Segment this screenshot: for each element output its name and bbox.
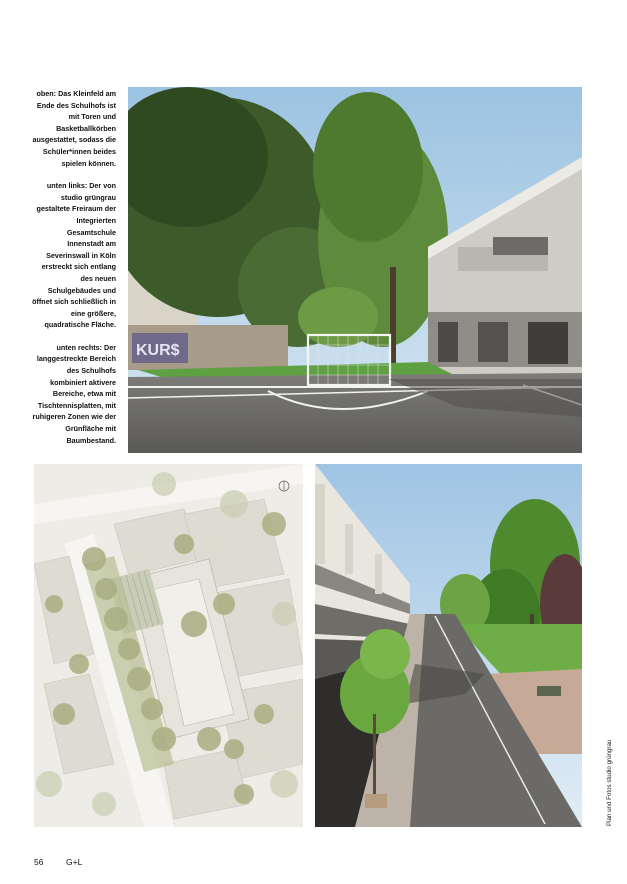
svg-text:KUR$: KUR$ — [136, 342, 180, 359]
photo-schoolyard-pitch-image — [128, 87, 582, 453]
caption-bottom-left: unten links: Der von studio grüngrau gestaltete Freiraum der Integrierten Gesamtschule Innenstadt am Severinswall in Köln erstreckt sich entlang des neuen Schulgebäudes und öffnet sich schließlich in eine größere, quadratische Fläche. — [32, 181, 116, 330]
caption-bottom-right: unten rechts: Der langgestreckte Bereich des Schulhofs kombiniert aktivere Bereiche, etwa mit Tischtennisplatten, mit ruhigeren Zonen wie der Grünfläche mit Baumbestand. — [32, 342, 116, 445]
caption-top: oben: Das Kleinfeld am Ende des Schulhofs ist mit Toren und Basketballkörben ausgestattet, sodass die Schüler*innen beides spielen können. — [32, 89, 116, 168]
photo-elongated-schoolyard-image — [315, 464, 582, 827]
photo-captions — [30, 88, 116, 457]
site-plan-image — [34, 464, 303, 827]
photo-credit: Plan und Fotos studio grüngrau — [606, 739, 613, 826]
photo-schoolyard-pitch — [128, 87, 582, 453]
photo-elongated-schoolyard — [315, 464, 582, 827]
page-number: 56 — [34, 857, 44, 867]
magazine-name: G+L — [66, 857, 83, 867]
site-plan — [34, 464, 303, 827]
